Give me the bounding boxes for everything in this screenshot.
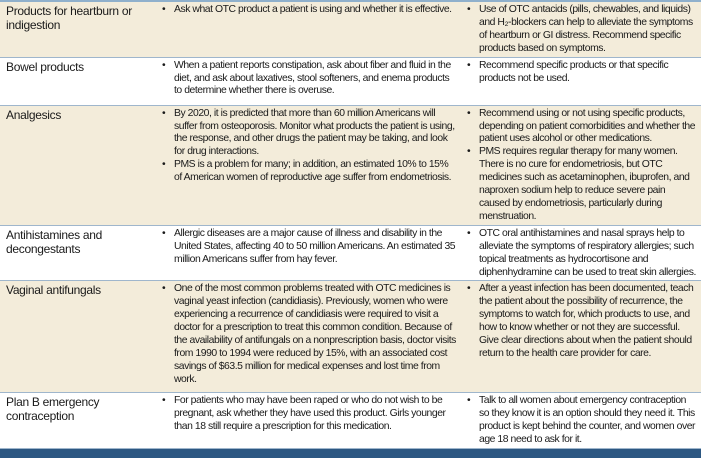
teaching-cell xyxy=(461,57,701,105)
assessment-bullet: • By 2020, it is predicted that more than 60 million Americans will suffer from osteoporosis. Monitor what products the patient is using, the response, and other drugs the patient may be taking, and look for drug interactions. xyxy=(160,108,457,160)
category-cell: Vaginal antifungals xyxy=(0,281,156,393)
category-cell: Plan B emergency contraception xyxy=(0,393,156,449)
assessment-bullet: • PMS is a problem for many; in addition, an estimated 10% to 15% of American women of reproductive age suffer from endometriosis. xyxy=(160,159,457,185)
category-cell: Products for heartburn or indigestion xyxy=(0,2,156,57)
assessment-cell xyxy=(156,105,461,225)
assessment-cell xyxy=(156,2,461,57)
table-row xyxy=(0,105,701,225)
bottom-rule xyxy=(0,449,701,458)
teaching-bullet: • After a yeast infection has been documented, teach the patient about the possibility of recurrence, the symptoms to watch for, which products to use, and how to know whether or not they are successful. Give clear directions about when the patient should return to the health care provider for care. xyxy=(465,283,697,360)
teaching-bullet: • Recommend specific products or that specific products not be used. xyxy=(465,60,697,86)
teaching-bullet: • PMS requires regular therapy for many women. There is no cure for endometriosis, but OTC medicines such as acetaminophen, ibuprofen, and naproxen sodium help to reduce severe pain caused by endometriosis, particularly during menstruation. xyxy=(465,146,697,223)
table-row xyxy=(0,2,701,57)
teaching-cell xyxy=(461,2,701,57)
otc-products-table xyxy=(0,2,701,449)
table-row xyxy=(0,393,701,449)
assessment-bullet: • When a patient reports constipation, ask about fiber and fluid in the diet, and ask about laxatives, stool softeners, and enema products to determine whether there is overuse. xyxy=(160,60,457,99)
category-cell: Antihistamines and decongestants xyxy=(0,225,156,281)
assessment-bullet: • One of the most common problems treated with OTC medicines is vaginal yeast infection (candidiasis). Previously, women who were experiencing a recurrence of candidiasis were required to visit a doctor for a prescription to treat this common condition. Because of the availability of antifungals on a nonprescription basis, doctor visits from 1990 to 1994 were reduced by 15%, with an associated cost savings of $63.5 million for medical expenses and lost time from work. xyxy=(160,283,457,386)
teaching-cell xyxy=(461,225,701,281)
teaching-bullet: • Recommend using or not using specific products, depending on patient comorbidities and whether the patient uses alcohol or other medications. xyxy=(465,108,697,147)
teaching-bullet: • OTC oral antihistamines and nasal sprays help to alleviate the symptoms of respiratory allergies; such topical treatments as hydrocortisone and diphenhydramine can be used to treat skin allergies. xyxy=(465,228,697,280)
table-row xyxy=(0,225,701,281)
assessment-cell xyxy=(156,393,461,449)
teaching-cell xyxy=(461,393,701,449)
category-cell: Analgesics xyxy=(0,105,156,225)
teaching-cell xyxy=(461,281,701,393)
teaching-bullet: • Talk to all women about emergency contraception so they know it is an option should they need it. This product is kept behind the counter, and women over age 18 need to ask for it. xyxy=(465,395,697,447)
assessment-bullet: • For patients who may have been raped or who do not wish to be pregnant, ask whether they have used this product. Girls younger than 18 still require a prescription for this medication. xyxy=(160,395,457,434)
category-cell: Bowel products xyxy=(0,57,156,105)
table-row xyxy=(0,57,701,105)
assessment-cell xyxy=(156,225,461,281)
assessment-cell xyxy=(156,281,461,393)
assessment-bullet: • Allergic diseases are a major cause of illness and disability in the United States, affecting 40 to 50 million Americans. An estimated 35 million Americans suffer from hay fever. xyxy=(160,228,457,267)
teaching-bullet: • Use of OTC antacids (pills, chewables, and liquids) and H₂-blockers can help to alleviate the symptoms of heartburn or GI distress. Recommend specific products based on symptoms. xyxy=(465,4,697,56)
assessment-cell xyxy=(156,57,461,105)
teaching-cell xyxy=(461,105,701,225)
assessment-bullet: • Ask what OTC product a patient is using and whether it is effective. xyxy=(160,4,457,17)
table-row xyxy=(0,281,701,393)
